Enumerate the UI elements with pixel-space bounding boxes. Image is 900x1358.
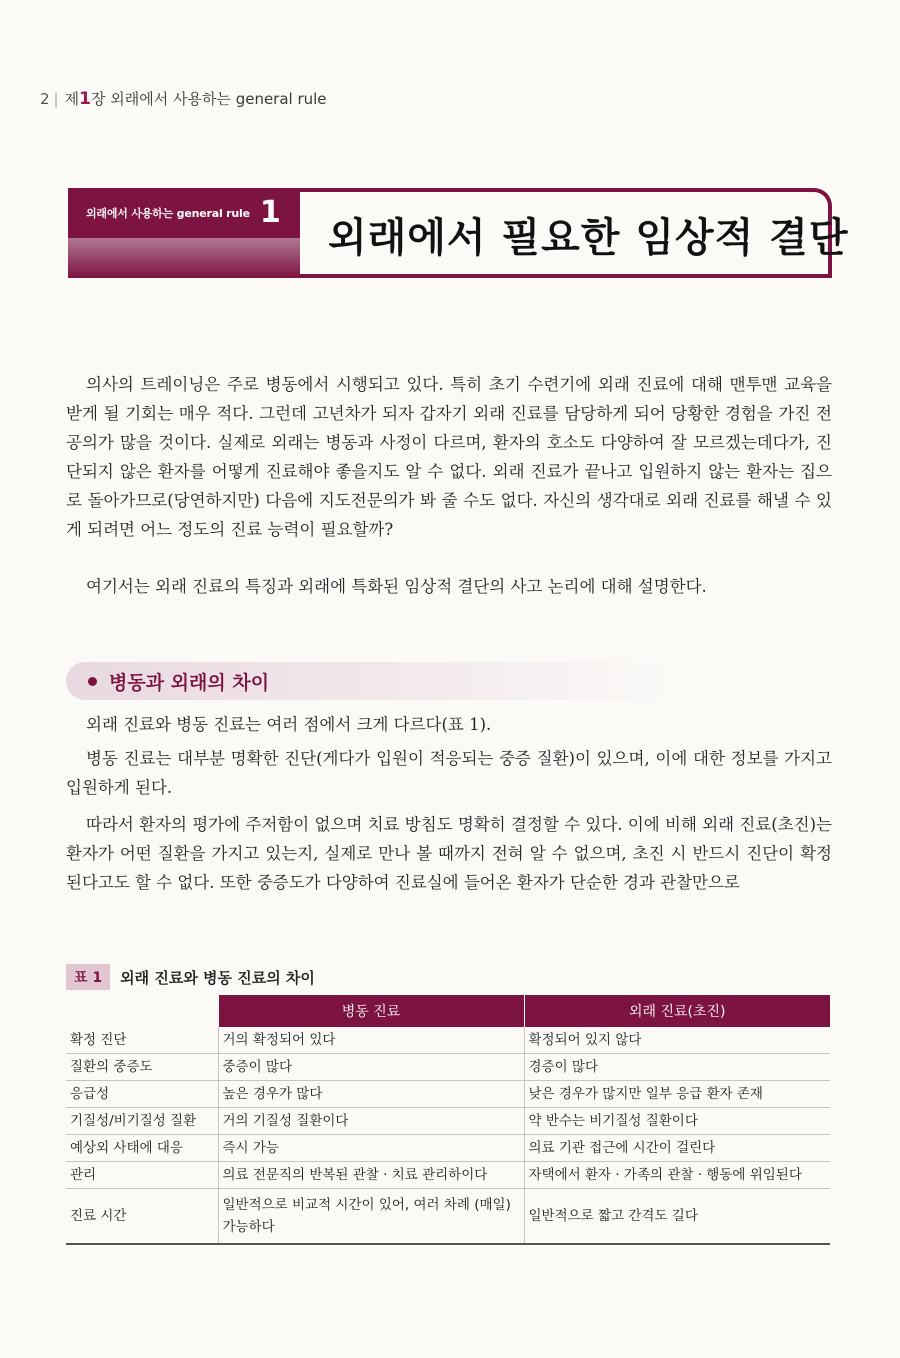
page-number: 2 <box>40 90 50 108</box>
running-head <box>40 88 327 109</box>
section-tag-number: 1 <box>259 195 281 230</box>
outpatient-cell: 약 반수는 비기질성 질환이다 <box>524 1108 830 1135</box>
table-header-ward: 병동 진료 <box>218 995 524 1027</box>
table-row <box>66 1081 830 1108</box>
comparison-table <box>66 995 830 1245</box>
ward-cell: 중증이 많다 <box>218 1054 524 1081</box>
ward-cell: 거의 기질성 질환이다 <box>218 1108 524 1135</box>
section-title: 외래에서 필요한 임상적 결단 <box>328 214 849 261</box>
row-label: 진료 시간 <box>66 1189 218 1245</box>
table-row <box>66 1189 830 1245</box>
body-paragraph-1: 외래 진료와 병동 진료는 여러 점에서 크게 다르다(표 1). <box>86 715 492 734</box>
table-header-blank <box>66 995 218 1027</box>
bullet-dot-icon <box>88 677 97 686</box>
subheading-text: 병동과 외래의 차이 <box>109 671 270 694</box>
section-title-underline <box>300 274 832 278</box>
table-row <box>66 1108 830 1135</box>
row-label: 질환의 중증도 <box>66 1054 218 1081</box>
outpatient-cell: 자택에서 환자 · 가족의 관찰 · 행동에 위임된다 <box>524 1162 830 1189</box>
section-tag-text: 외래에서 사용하는 general rule <box>86 207 250 220</box>
intro-paragraph-1: 의사의 트레이닝은 주로 병동에서 시행되고 있다. 특히 초기 수련기에 외래 진료에 대해 맨투맨 교육을 받게 될 기회는 매우 적다. 그런데 고년차가 되자 갑자기 외래 진료를 담당하게 되어 당황한 경험을 가진 전공의가 많을 것이다. 실제로 외래는 병동과 사정이 다르며, 환자의 호소도 다양하여 잘 모르겠는데다가, 진단되지 않은 환자를 어떻게 진료해야 좋을지도 알 수 없다. 외래 진료가 끝나고 입원하지 않는 환자는 집으로 돌아가므로(당연하지만) 다음에 지도전문의가 봐 줄 수도 없다. 자신의 생각대로 외래 진료를 해낼 수 있게 되려면 어느 정도의 진료 능력이 필요할까? <box>66 375 832 539</box>
ward-cell: 즉시 가능 <box>218 1135 524 1162</box>
ward-cell: 일반적으로 비교적 시간이 있어, 여러 차례 (매일) 가능하다 <box>218 1189 524 1245</box>
outpatient-cell: 의료 기관 접근에 시간이 걸린다 <box>524 1135 830 1162</box>
table-caption <box>66 964 315 990</box>
chapter-title: 외래에서 사용하는 general rule <box>110 90 327 108</box>
row-label: 응급성 <box>66 1081 218 1108</box>
chapter-prefix: 제 <box>64 90 80 108</box>
row-label: 확정 진단 <box>66 1027 218 1054</box>
outpatient-cell: 일반적으로 짧고 간격도 길다 <box>524 1189 830 1245</box>
table-label: 표 1 <box>66 964 110 990</box>
table-row <box>66 1135 830 1162</box>
subheading-bar <box>66 662 678 700</box>
table-header-row <box>66 995 830 1027</box>
body-paragraph-2: 병동 진료는 대부분 명확한 진단(게다가 입원이 적응되는 중증 질환)이 있으며, 이에 대한 정보를 가지고 입원하게 된다. <box>66 749 832 797</box>
row-label: 기질성/비기질성 질환 <box>66 1108 218 1135</box>
table-header-outpatient: 외래 진료(초진) <box>524 995 830 1027</box>
running-head-divider: | <box>53 90 59 108</box>
chapter-suffix: 장 <box>90 90 106 108</box>
ward-cell: 높은 경우가 많다 <box>218 1081 524 1108</box>
table-row <box>66 1162 830 1189</box>
table-row <box>66 1027 830 1054</box>
table-row <box>66 1054 830 1081</box>
section-tag <box>68 188 300 238</box>
row-label: 예상외 사태에 대응 <box>66 1135 218 1162</box>
table-title: 외래 진료와 병동 진료의 차이 <box>120 968 315 987</box>
body-paragraph-3: 따라서 환자의 평가에 주저함이 없으며 치료 방침도 명확히 결정할 수 있다. 이에 비해 외래 진료(초진)는 환자가 어떤 질환을 가지고 있는지, 실제로 만나 볼 때까지 전혀 알 수 없으며, 초진 시 반드시 진단이 확정된다고도 할 수 없다. 또한 중증도가 다양하여 진료실에 들어온 환자가 단순한 경과 관찰만으로 <box>66 815 832 892</box>
outpatient-cell: 낮은 경우가 많지만 일부 응급 환자 존재 <box>524 1081 830 1108</box>
ward-cell: 의료 전문직의 반복된 관찰 · 치료 관리하이다 <box>218 1162 524 1189</box>
intro-paragraph-2: 여기서는 외래 진료의 특징과 외래에 특화된 임상적 결단의 사고 논리에 대해 설명한다. <box>86 577 707 596</box>
outpatient-cell: 경증이 많다 <box>524 1054 830 1081</box>
ward-cell: 거의 확정되어 있다 <box>218 1027 524 1054</box>
section-tag-gradient <box>68 238 300 278</box>
row-label: 관리 <box>66 1162 218 1189</box>
outpatient-cell: 확정되어 있지 않다 <box>524 1027 830 1054</box>
chapter-number: 1 <box>79 89 91 109</box>
